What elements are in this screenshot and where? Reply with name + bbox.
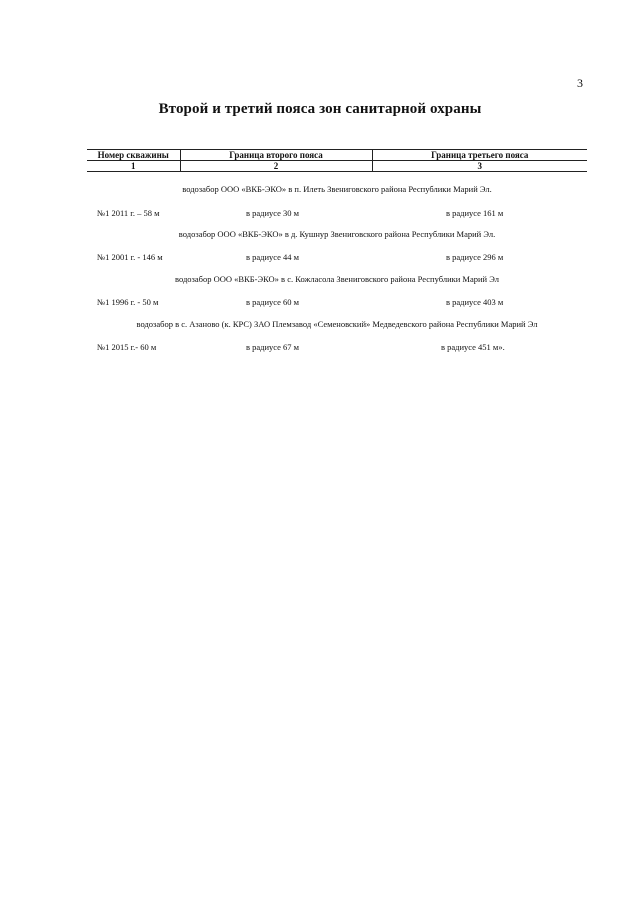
table-header-row	[87, 150, 587, 161]
column-header-third-zone: Граница третьего пояса	[372, 150, 587, 161]
site-title-kozhlasola: водозабор ООО «ВКБ-ЭКО» в с. Кожласола Звениговского района Республики Марий Эл	[175, 274, 499, 284]
third-zone-kozhlasola: в радиусе 403 м	[446, 297, 504, 307]
well-number-azanovo: №1 2015 г.- 60 м	[97, 342, 157, 352]
column-number-3: 3	[372, 161, 587, 172]
third-zone-azanovo: в радиусе 451 м».	[441, 342, 505, 352]
column-header-second-zone: Граница второго пояса	[180, 150, 372, 161]
page-number: 3	[577, 76, 583, 90]
site-title-ilet: водозабор ООО «ВКБ-ЭКО» в п. Илеть Звениговского района Республики Марий Эл.	[182, 184, 492, 194]
table-column-numbers-row	[87, 161, 587, 172]
site-title-kushnur: водозабор ООО «ВКБ-ЭКО» в д. Кушнур Звениговского района Республики Марий Эл.	[178, 229, 496, 239]
column-number-1: 1	[87, 161, 180, 172]
well-number-kozhlasola: №1 1996 г. - 50 м	[97, 297, 159, 307]
second-zone-kushnur: в радиусе 44 м	[246, 252, 300, 262]
third-zone-ilet: в радиусе 161 м	[446, 208, 504, 218]
second-zone-ilet: в радиусе 30 м	[246, 208, 300, 218]
second-zone-kozhlasola: в радиусе 60 м	[246, 297, 300, 307]
page-title: Второй и третий пояса зон санитарной охраны	[158, 101, 482, 117]
second-zone-azanovo: в радиусе 67 м	[246, 342, 300, 352]
column-number-2: 2	[180, 161, 372, 172]
site-title-azanovo: водозабор в с. Азаново (к. КРС) ЗАО Племзавод «Семеновский» Медведевского района Республики Марий Эл	[136, 319, 538, 329]
well-number-kushnur: №1 2001 г. - 146 м	[97, 252, 163, 262]
zones-table-header	[87, 149, 587, 172]
third-zone-kushnur: в радиусе 296 м	[446, 252, 504, 262]
column-header-well-number: Номер скважины	[87, 150, 180, 161]
well-number-ilet: №1 2011 г. – 58 м	[97, 208, 160, 218]
